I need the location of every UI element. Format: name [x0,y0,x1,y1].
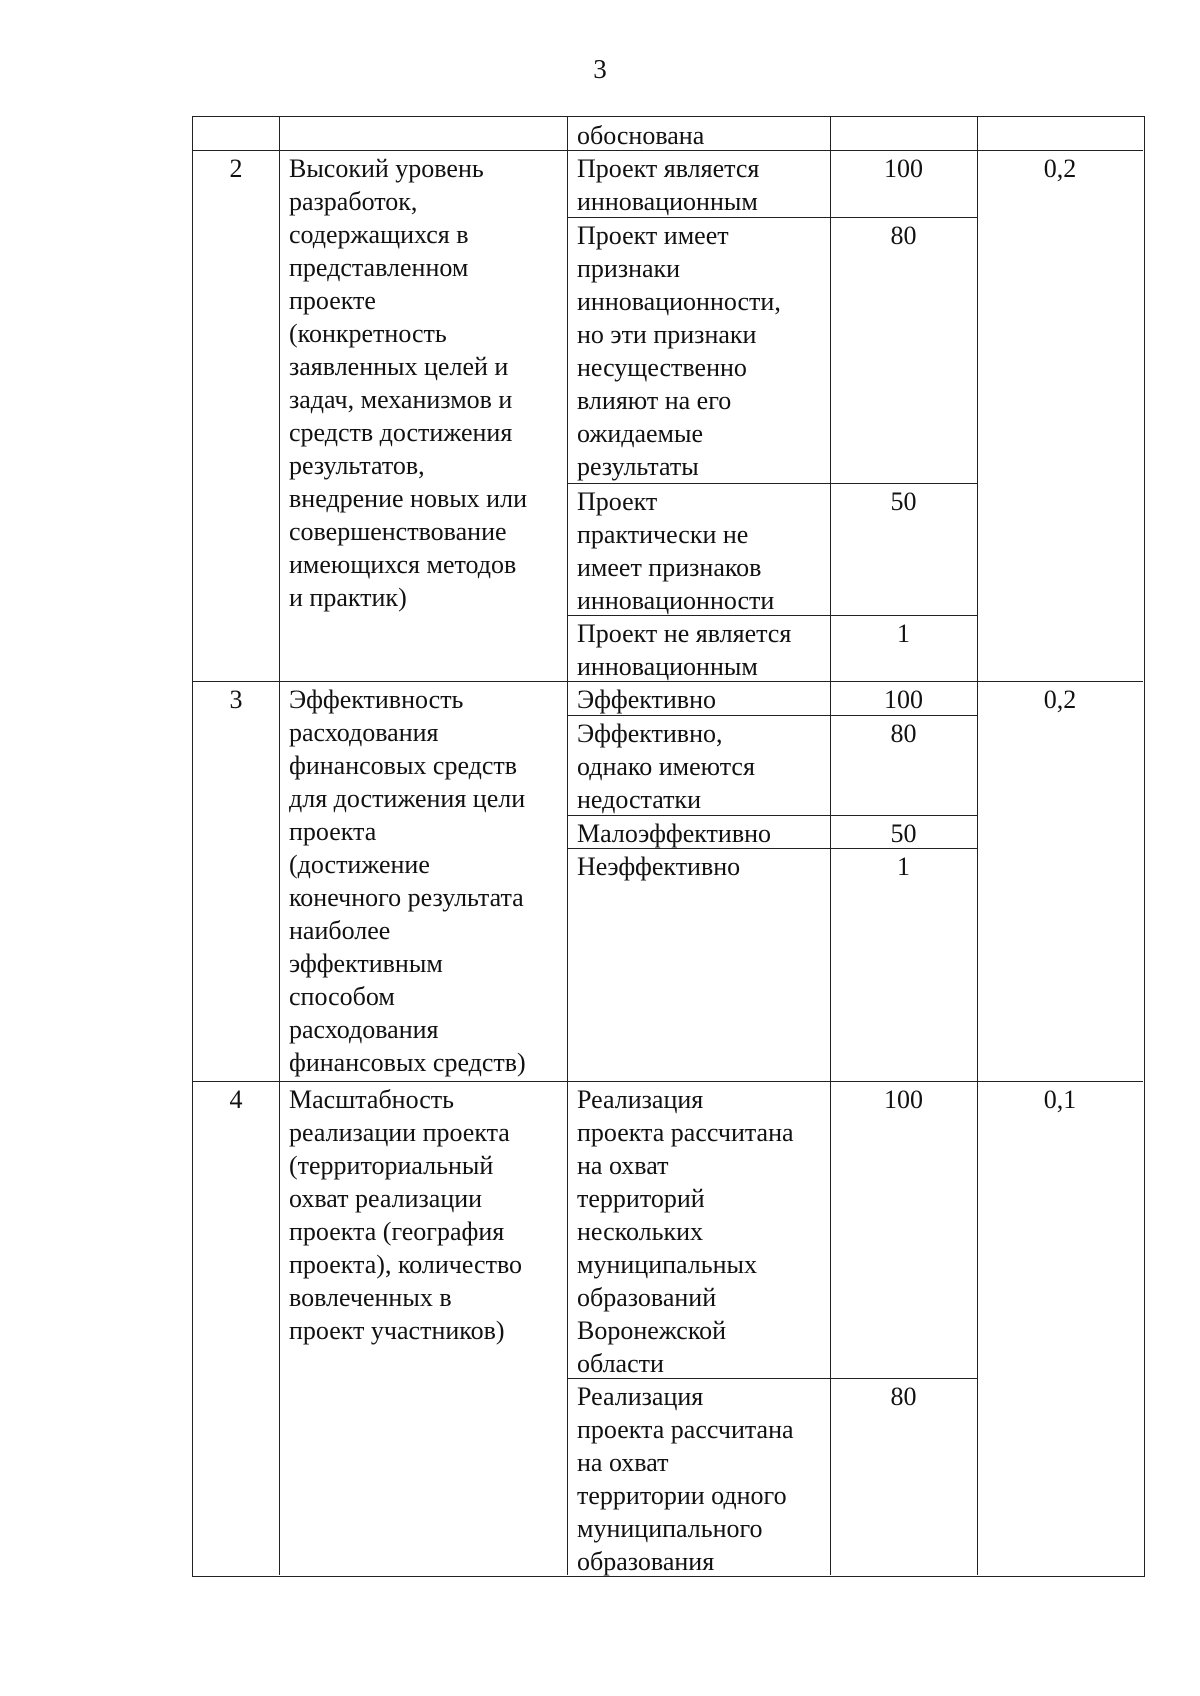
option-text: Проект практически не имеет признаков инновационности [577,487,775,615]
option-score: 50 [890,487,917,516]
page-number: 3 [593,54,607,84]
option-score: 50 [890,819,917,848]
option-text: Эффективно, однако имеются недостатки [577,719,755,814]
option-score: 1 [897,852,910,881]
column-divider [977,117,978,1575]
row-divider [193,1081,1143,1082]
criterion-description: Масштабность реализации проекта (территориальный охват реализации проекта (география проекта), количество вовлеченных в проект участников) [289,1085,523,1345]
option-score: 80 [890,221,917,250]
option-text: Проект имеет признаки инновационности, но эти признаки несущественно влияют на его ожидаемые результаты [577,221,781,481]
criterion-description: Высокий уровень разработок, содержащихся в представленном проекте (конкретность заявленных целей и задач, механизмов и средств достижения результатов, внедрение новых или совершенствование имеющихся методов и практик) [289,154,527,612]
option-score: 80 [890,1382,917,1411]
option-text: Проект не является инновационным [577,619,792,681]
option-text: Реализация проекта рассчитана на охват территории одного муниципального образования [577,1382,794,1576]
criterion-description: Эффективность расходования финансовых средств для достижения цели проекта (достижение конечного результата наиболее эффективным способом расходования финансовых средств) [289,685,526,1077]
criterion-number: 4 [229,1085,243,1114]
criterion-number: 3 [229,685,243,714]
option-text: Эффективно [577,685,717,714]
criterion-weight: 0,2 [1043,685,1077,714]
option-score: 100 [884,1085,923,1114]
option-text: Малоэффективно [577,819,772,848]
option-text: обоснована [577,121,705,150]
option-score: 100 [884,685,923,714]
column-divider [567,117,568,1575]
option-score: 100 [884,154,923,183]
option-text: Реализация проекта рассчитана на охват территорий нескольких муниципальных образований Воронежской области [577,1085,794,1378]
column-divider [279,117,280,1575]
option-score: 80 [890,719,917,748]
option-text: Неэффективно [577,852,741,881]
criterion-number: 2 [229,154,243,183]
option-score: 1 [897,619,910,648]
option-text: Проект является инновационным [577,154,760,216]
criterion-weight: 0,1 [1043,1085,1077,1114]
criterion-weight: 0,2 [1043,154,1077,183]
option-divider [567,483,977,484]
criteria-table [192,116,1145,1577]
